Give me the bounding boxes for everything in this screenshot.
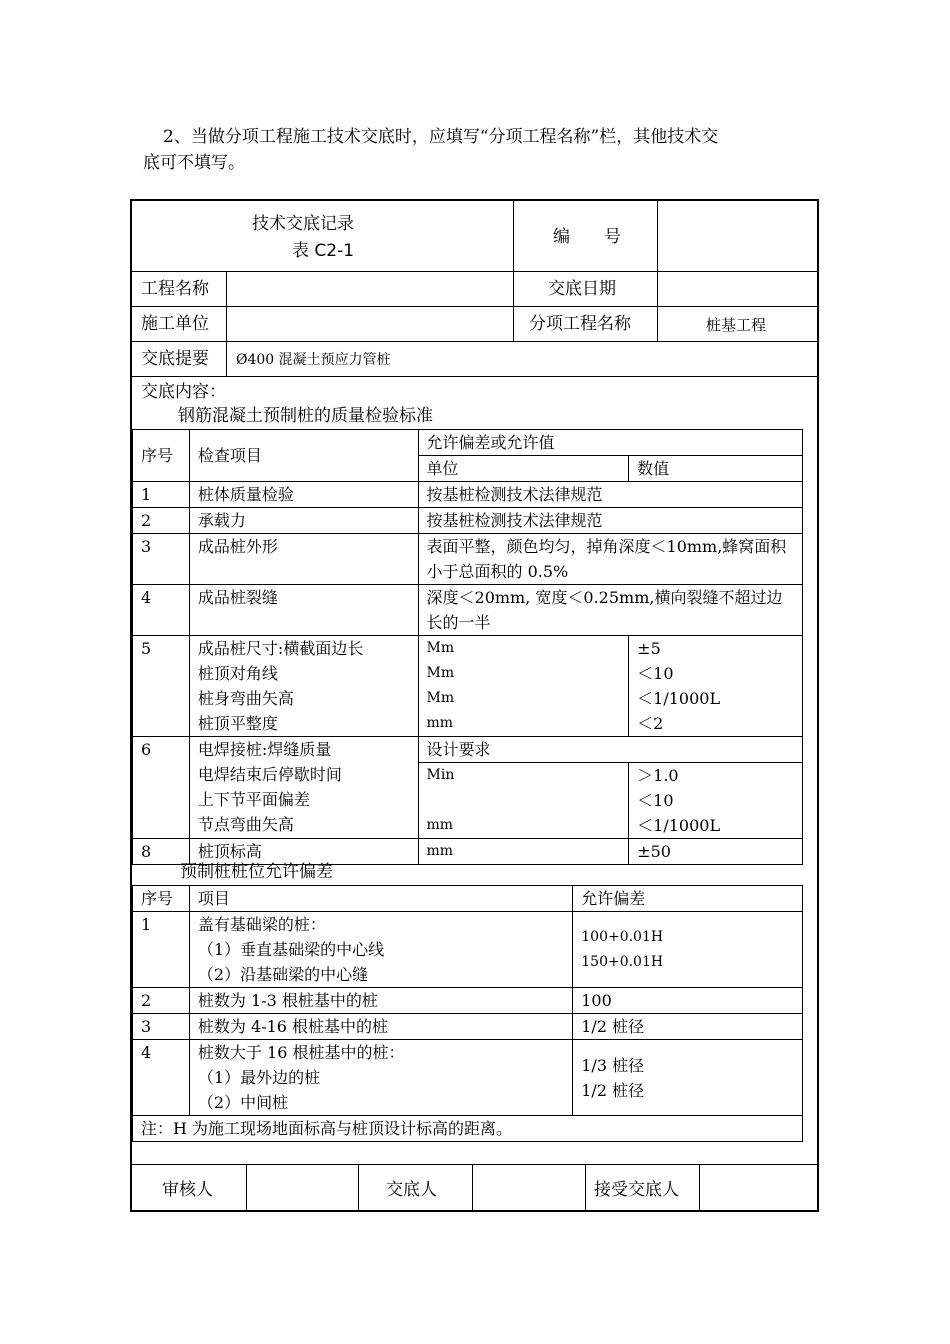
t1-header-allow: 允许偏差或允许值 [418,430,802,456]
table-row: 3 成品桩外形 表面平整，颜色均匀，掉角深度＜10mm,蜂窝面积小于总面积的 0.5% [133,534,803,585]
intro-line-1: 2、当做分项工程施工技术交底时，应填写“分项工程名称”栏，其他技术交 [163,127,719,147]
quality-standard-table: 序号 检查项目 允许偏差或允许值 单位 数值 1 桩体质量检验 按基桩检测技术法律规范 2 承载力 按基桩检测技术法律规范 3 成品桩外形 表面平整，颜色均匀，掉角深度＜10mm,蜂窝面积小于总面积的 0.5% 4 成品桩裂缝 深度＜20mm, 宽度＜0.25mm,横向裂缝不超过边长的一半 5 成品桩尺寸:横截面边长 桩顶对角线 桩身弯曲矢高 桩顶平整度 Mm Mm Mm mm ±5 ＜10 ＜1/1000L ＜2 6 电焊接桩:焊缝质量 电焊结束后停歇时间 上下节平面偏差 节点弯曲矢高 设计要求 Min mm ＞1.0 ＜10 ＜1/1000L 8 桩顶标高 mm ±50 [132,429,803,865]
table-row: 3 桩数为 4-16 根桩基中的桩 1/2 桩径 [133,1014,803,1040]
t1-header-value: 数值 [629,456,803,482]
table-row: 2 承载力 按基桩检测技术法律规范 [133,508,803,534]
project-name-label: 工程名称 [141,279,209,299]
subproject-value: 桩基工程 [706,316,767,334]
table-row: 1 桩体质量检验 按基桩检测技术法律规范 [133,482,803,508]
content-label: 交底内容： [141,382,226,402]
table-row: 2 桩数为 1-3 根桩基中的桩 100 [133,988,803,1014]
t2-header-allow: 允许偏差 [573,886,803,912]
summary-label: 交底提要 [141,349,209,369]
t1-header-no: 序号 [133,430,190,482]
subproject-label: 分项工程名称 [529,314,631,334]
intro-line-2: 底可不填写。 [143,153,245,173]
unit-label: 施工单位 [141,314,209,334]
number-label: 编 号 [553,227,621,247]
presenter-label: 交底人 [386,1180,437,1200]
table-row: 8 桩顶标高 mm ±50 [133,839,803,865]
reviewer-label: 审核人 [162,1180,213,1200]
table-row: 5 成品桩尺寸:横截面边长 桩顶对角线 桩身弯曲矢高 桩顶平整度 Mm Mm Mm mm ±5 ＜10 ＜1/1000L ＜2 [133,636,803,737]
table1-title: 钢筋混凝土预制桩的质量检验标准 [178,406,433,426]
form-title: 技术交底记录 [252,214,354,234]
pile-position-table [132,885,803,1142]
t2-header-item: 项目 [189,886,572,912]
table-row: 4 桩数大于 16 根桩基中的桩： （1）最外边的桩 （2）中间桩 1/3 桩径 1/2 桩径 [133,1040,803,1116]
table-note: 注：H 为施工现场地面标高与桩顶设计标高的距离。 [133,1116,803,1142]
t1-header-item: 检查项目 [189,430,418,482]
receiver-label: 接受交底人 [594,1180,679,1200]
summary-value: Ø400 混凝土预应力管桩 [236,352,391,368]
t2-header-no: 序号 [133,886,190,912]
intro-text [143,124,813,176]
date-label: 交底日期 [548,279,616,299]
table-row: 6 电焊接桩:焊缝质量 电焊结束后停歇时间 上下节平面偏差 节点弯曲矢高 设计要求 [133,737,803,763]
table-row: 4 成品桩裂缝 深度＜20mm, 宽度＜0.25mm,横向裂缝不超过边长的一半 [133,585,803,636]
t1-header-unit: 单位 [418,456,629,482]
disclosure-record-form [130,199,819,1212]
table2-title: 预制桩桩位允许偏差 [180,862,333,882]
table-row: 1 盖有基础梁的桩： （1）垂直基础梁的中心线 （2）沿基础梁的中心缝 100+0.01H 150+0.01H [133,912,803,988]
form-number: 表 C2-1 [292,241,355,261]
